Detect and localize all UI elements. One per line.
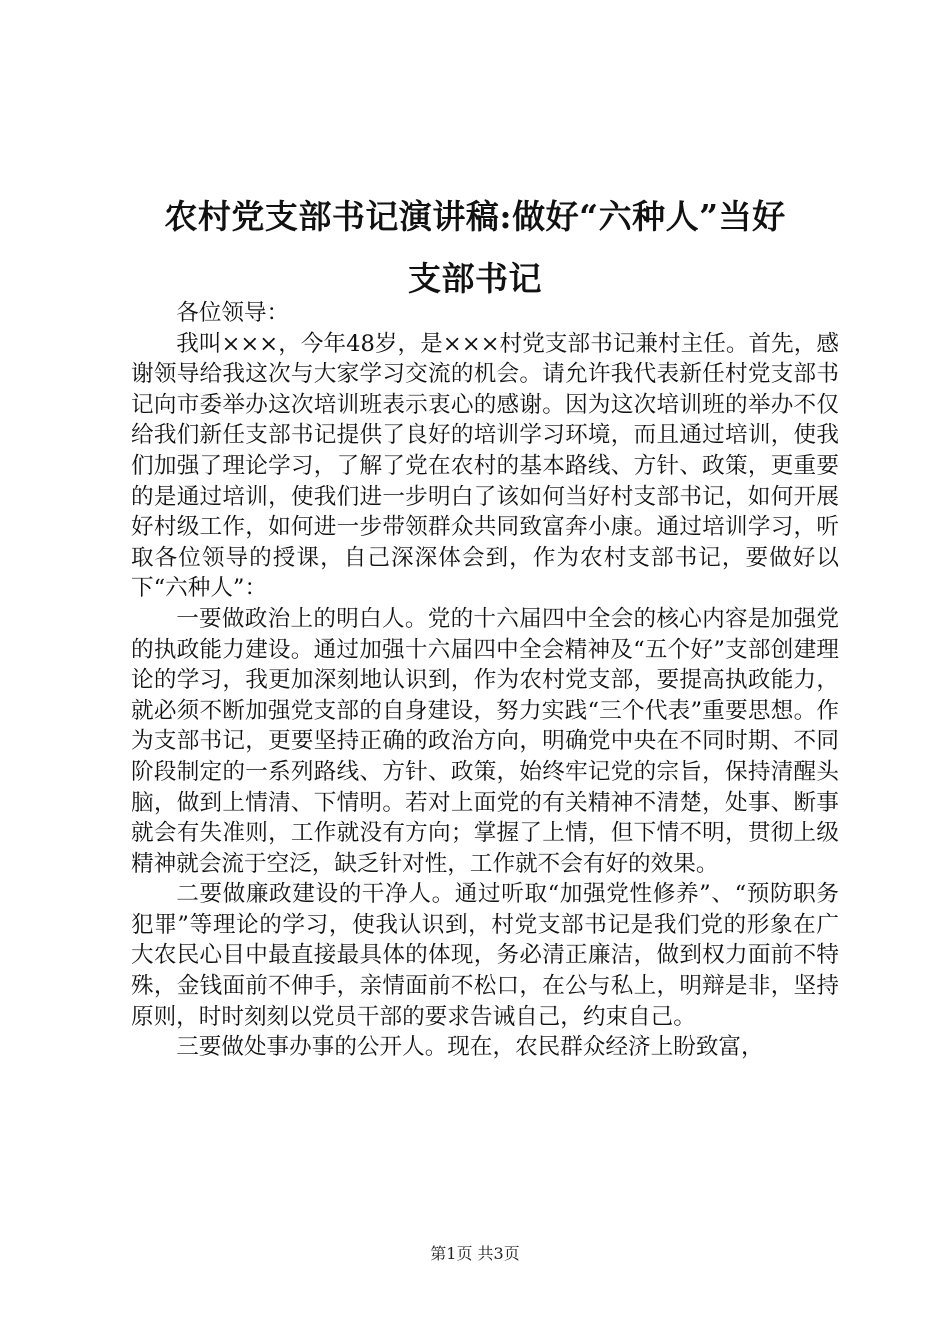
title-line-2: 支部书记 — [408, 259, 542, 298]
title-line-1: 农村党支部书记演讲稿:做好“六种人”当好 — [164, 197, 786, 236]
paragraph-point-1: 一要做政治上的明白人。党的十六届四中全会的核心内容是加强党的执政能力建设。通过加强十六届四中全会精神及“五个好”支部创建理论的学习，我更加深刻地认识到，作为农村党支部，要提高执政能力，就必须不断加强党支部的自身建设，努力实践“三个代表”重要思想。作为支部书记，更要坚持正确的政治方向，明确党中央在不同时期、不同阶段制定的一系列路线、方针、政策，始终牢记党的宗旨，保持清醒头脑，做到上情清、下情明。若对上面党的有关精神不清楚，处事、断事就会有失准则，工作就没有方向；掌握了上情，但下情不明，贯彻上级精神就会流于空泛，缺乏针对性，工作就不会有好的效果。 — [131, 605, 839, 877]
document-body — [131, 298, 839, 1063]
salutation: 各位领导： — [176, 300, 290, 326]
paragraph-intro: 我叫×××，今年48岁，是×××村党支部书记兼村主任。首先，感谢领导给我这次与大家学习交流的机会。请允许我代表新任村党支部书记向市委举办这次培训班表示衷心的感谢。因为这次培训班的举办不仅给我们新任支部书记提供了良好的培训学习环境，而且通过培训，使我们加强了理论学习，了解了党在农村的基本路线、方针、政策，更重要的是通过培训，使我们进一步明白了该如何当好村支部书记，如何开展好村级工作，如何进一步带领群众共同致富奔小康。通过培训学习，听取各位领导的授课，自己深深体会到，作为农村支部书记，要做好以下“六种人”： — [131, 330, 839, 602]
document-title — [110, 186, 840, 310]
page-footer: 第1页 共3页 — [430, 1244, 520, 1263]
paragraph-point-3: 三要做处事办事的公开人。现在，农民群众经济上盼致富， — [176, 1034, 764, 1061]
paragraph-point-2: 二要做廉政建设的干净人。通过听取“加强党性修养”、“预防职务犯罪”等理论的学习，使我认识到，村党支部书记是我们党的形象在广大农民心目中最直接最具体的体现，务必清正廉洁，做到权力面前不特殊，金钱面前不伸手，亲情面前不松口，在公与私上，明辩是非，坚持原则，时时刻刻以党员干部的要求告诫自己，约束自己。 — [131, 881, 839, 1030]
